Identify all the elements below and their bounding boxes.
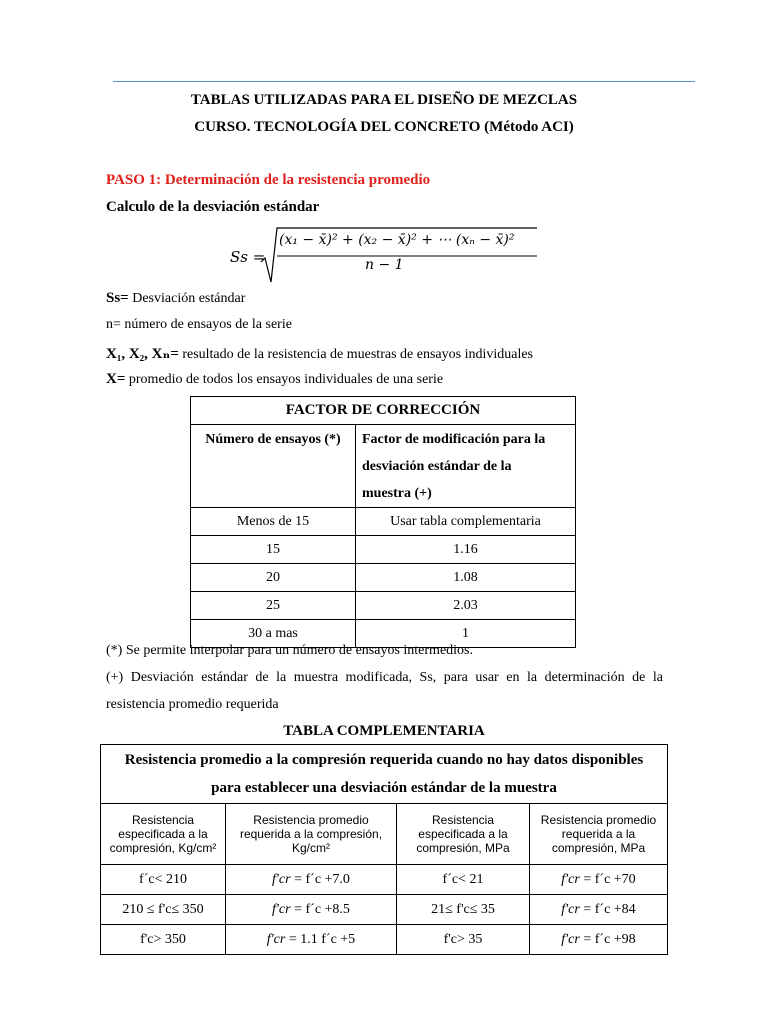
table-row xyxy=(101,895,668,925)
def-x-term: X₁, X₂, Xₙ= xyxy=(106,346,179,362)
table-row xyxy=(191,508,576,536)
cell-req-mpa xyxy=(530,865,668,895)
fcr-value: = 1.1 f´c +5 xyxy=(285,931,356,947)
table-row xyxy=(191,592,576,620)
cell-factor: 2.03 xyxy=(356,592,576,620)
cell-spec-mpa: f´c< 21 xyxy=(397,865,530,895)
cell-req-mpa xyxy=(530,895,668,925)
step-subheading: Calculo de la desviación estándar xyxy=(106,199,320,215)
fcr-symbol: f'cr xyxy=(272,901,291,917)
col-header-factor-line1: Factor de modificación para la xyxy=(362,432,546,447)
cell-spec-kg: 210 ≤ f'c≤ 350 xyxy=(101,895,226,925)
def-xbar xyxy=(106,371,443,388)
col-header-req-kg: Resistencia promedio requerida a la compresión, Kg/cm² xyxy=(226,804,397,865)
cell-req-mpa xyxy=(530,925,668,955)
cell-spec-kg: f´c< 210 xyxy=(101,865,226,895)
correction-table-title: FACTOR DE CORRECCIÓN xyxy=(191,397,576,425)
cell-tests: 30 a mas xyxy=(191,620,356,648)
col-header-factor-line3: muestra (+) xyxy=(362,486,432,501)
def-ss-text: Desviación estándar xyxy=(128,291,246,306)
def-ss-term: Ss= xyxy=(106,290,129,306)
def-xbar-text: promedio de todos los ensayos individuales de una serie xyxy=(125,372,444,387)
fcr-value: = f´c +98 xyxy=(579,931,636,947)
note-interpolate: (*) Se permite interpolar para un número de ensayos intermedios. xyxy=(106,643,473,658)
def-ss xyxy=(106,290,245,307)
formula-lhs: Ss = xyxy=(230,248,266,266)
def-x-text: resultado de la resistencia de muestras de ensayos individuales xyxy=(178,347,533,362)
table-row xyxy=(191,536,576,564)
complementary-header-line1: Resistencia promedio a la compresión requerida cuando no hay datos disponibles xyxy=(124,752,644,768)
col-header-tests: Número de ensayos (*) xyxy=(191,425,356,508)
note-modified-line1: (+) Desviación estándar de la muestra modificada, Ss, para usar en la determinación de la xyxy=(106,670,663,685)
formula-denominator: n − 1 xyxy=(365,257,404,273)
cell-tests: Menos de 15 xyxy=(191,508,356,536)
col-header-spec-kg: Resistencia especificada a la compresión, Kg/cm² xyxy=(101,804,226,865)
fcr-symbol: f'cr xyxy=(561,931,580,947)
col-header-factor-line2: desviación estándar de la xyxy=(362,459,512,474)
cell-spec-kg: f'c> 350 xyxy=(101,925,226,955)
note-modified-line2: resistencia promedio requerida xyxy=(106,697,279,712)
correction-factor-table xyxy=(190,396,576,648)
complementary-table xyxy=(100,744,668,955)
fcr-value: = f´c +84 xyxy=(579,901,636,917)
cell-factor: 1 xyxy=(356,620,576,648)
fcr-value: = f´c +70 xyxy=(579,871,636,887)
fcr-value: = f´c +7.0 xyxy=(290,871,350,887)
def-x xyxy=(106,344,533,363)
cell-tests: 15 xyxy=(191,536,356,564)
def-n: n= número de ensayos de la serie xyxy=(106,317,292,332)
complementary-table-header xyxy=(101,745,668,804)
table-row xyxy=(101,865,668,895)
fcr-symbol: f'cr xyxy=(561,871,580,887)
cell-factor: Usar tabla complementaria xyxy=(356,508,576,536)
complementary-header-line2: para establecer una desviación estándar de la muestra xyxy=(211,780,557,796)
header-rule xyxy=(113,81,695,82)
fcr-symbol: f'cr xyxy=(561,901,580,917)
doc-course-title: CURSO. TECNOLOGÍA DEL CONCRETO (Método ACI) xyxy=(194,119,574,135)
cell-tests: 25 xyxy=(191,592,356,620)
table-row xyxy=(101,925,668,955)
complementary-title: TABLA COMPLEMENTARIA xyxy=(283,723,485,739)
cell-req-kg xyxy=(226,865,397,895)
cell-spec-mpa: 21≤ f'c≤ 35 xyxy=(397,895,530,925)
cell-req-kg xyxy=(226,895,397,925)
doc-title: TABLAS UTILIZADAS PARA EL DISEÑO DE MEZCLAS xyxy=(190,92,578,108)
table-row xyxy=(191,564,576,592)
fcr-symbol: f'cr xyxy=(266,931,286,947)
col-header-spec-mpa: Resistencia especificada a la compresión, MPa xyxy=(397,804,530,865)
fcr-value: = f´c +8.5 xyxy=(290,901,350,917)
cell-req-kg xyxy=(226,925,397,955)
fcr-symbol: f'cr xyxy=(272,871,291,887)
std-dev-formula xyxy=(225,224,545,286)
cell-tests: 20 xyxy=(191,564,356,592)
def-xbar-term: X= xyxy=(106,371,126,387)
cell-spec-mpa: f'c> 35 xyxy=(397,925,530,955)
formula-numerator: (x₁ − x̄)² + (x₂ − x̄)² + ⋯ (xₙ − x̄)² xyxy=(279,232,515,248)
cell-factor: 1.08 xyxy=(356,564,576,592)
col-header-req-mpa: Resistencia promedio requerida a la compresión, MPa xyxy=(530,804,668,865)
step-heading: PASO 1: Determinación de la resistencia promedio xyxy=(106,172,431,188)
col-header-factor xyxy=(356,425,576,508)
cell-factor: 1.16 xyxy=(356,536,576,564)
